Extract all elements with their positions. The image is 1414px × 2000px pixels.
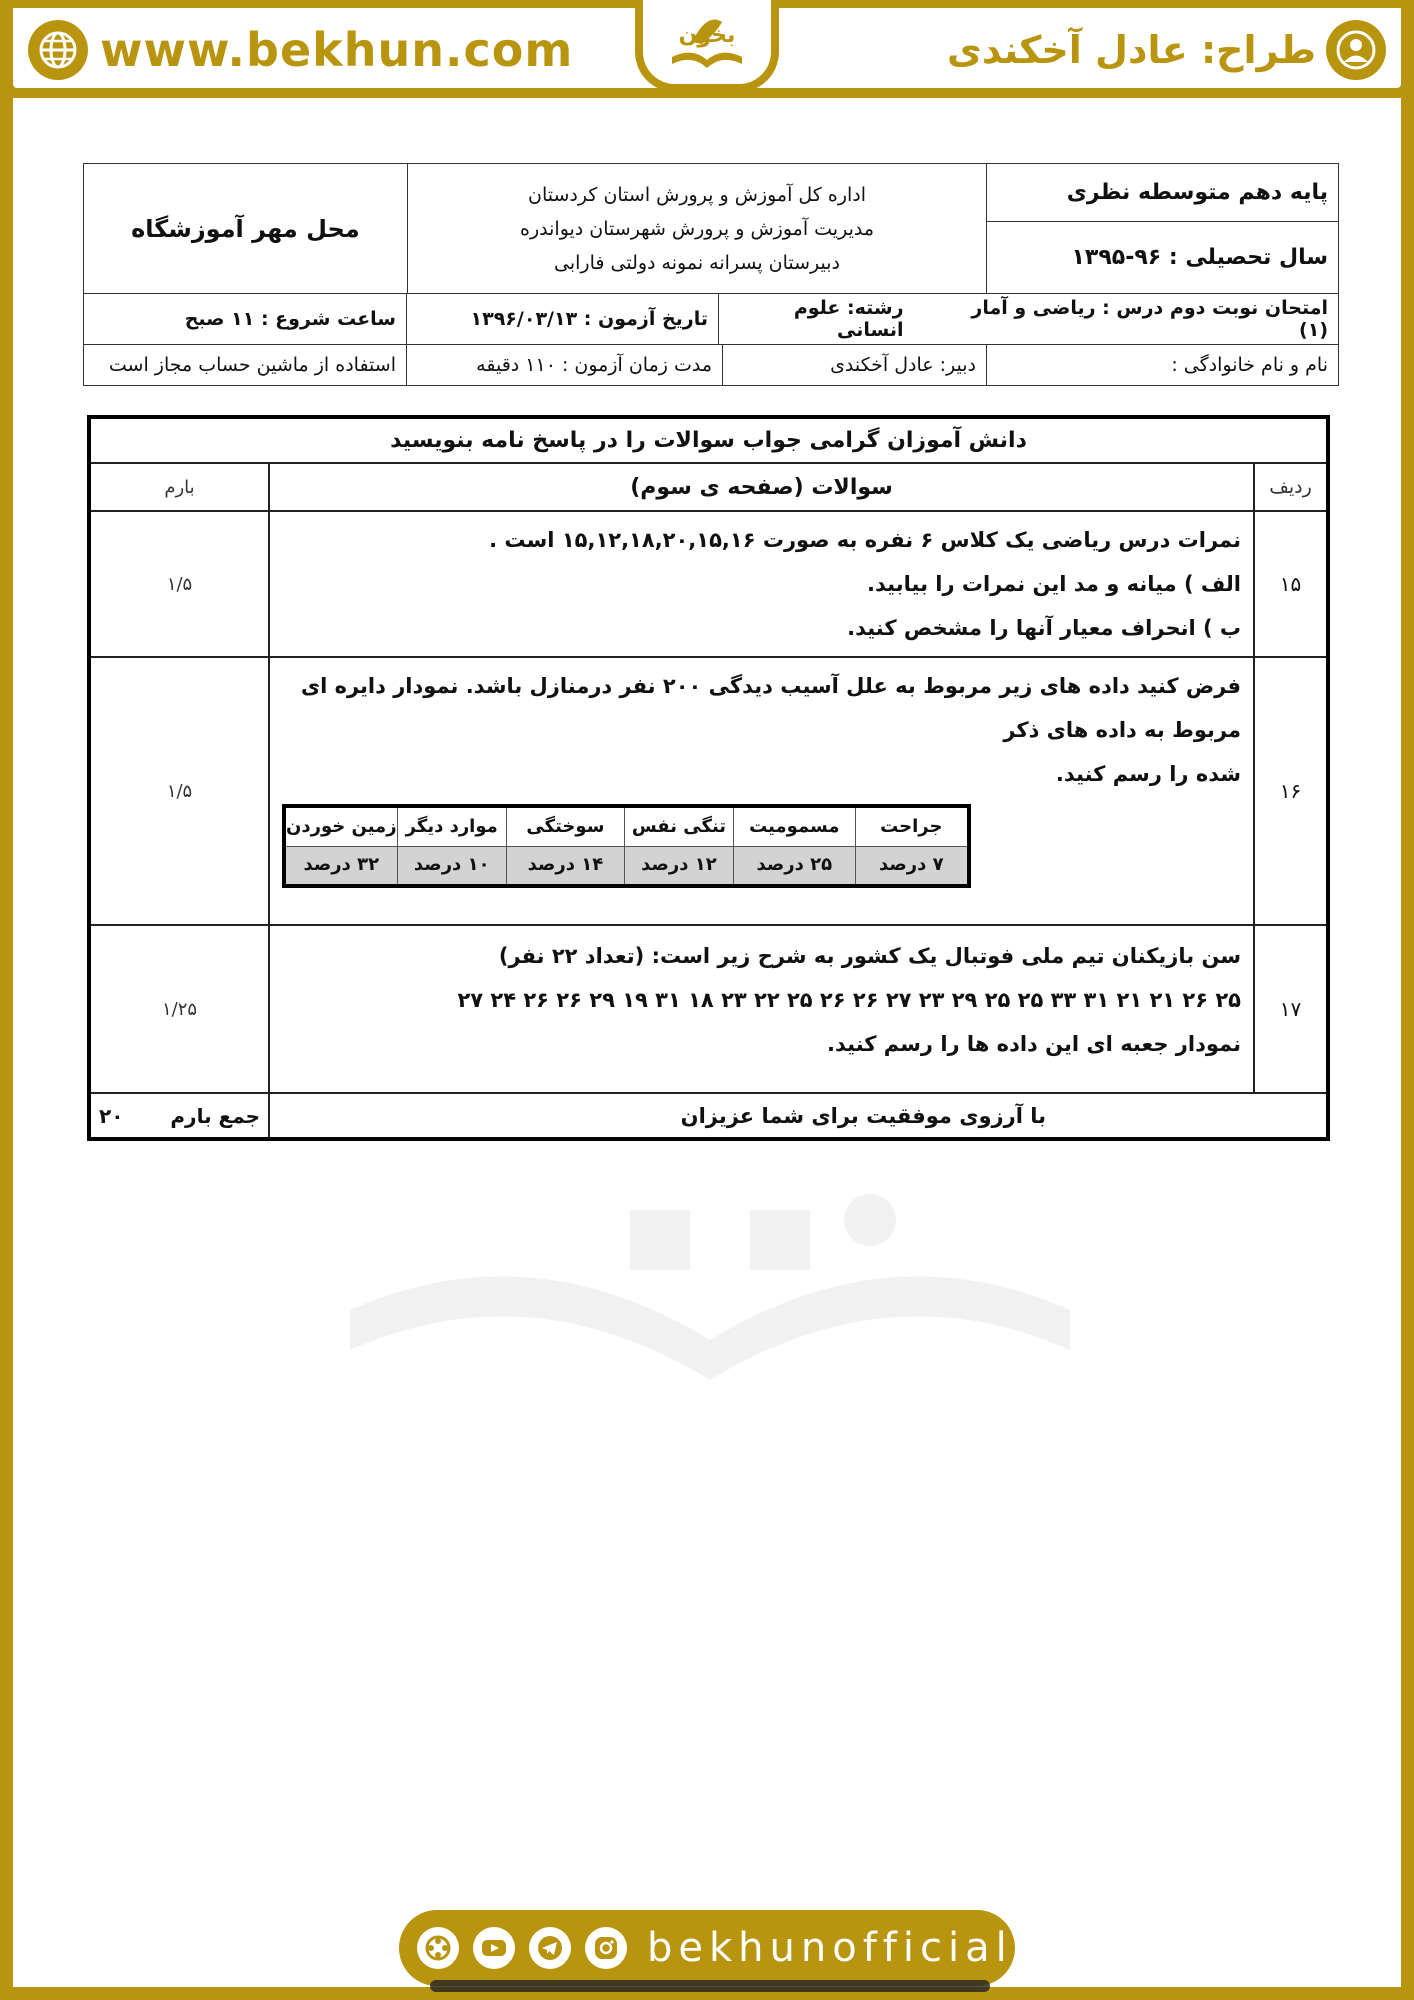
footer-row	[89, 1093, 1328, 1139]
footer-wish-cell	[269, 1093, 1328, 1139]
question-body	[269, 925, 1254, 1093]
question-row	[89, 657, 1328, 925]
question-body	[269, 657, 1254, 925]
exam-header-table	[83, 163, 1339, 386]
exam-info-row	[84, 294, 1339, 345]
organization-cell	[407, 164, 986, 294]
school-stamp-label: محل مهر آموزشگاه	[131, 214, 360, 243]
book-logo-icon	[662, 2, 752, 82]
instagram-icon[interactable]	[585, 1927, 627, 1969]
website-block[interactable]	[28, 18, 573, 82]
injury-header: موارد دیگر	[397, 806, 506, 846]
question-number: ۱۶	[1254, 657, 1328, 925]
question-score: ۱/۵	[89, 657, 269, 925]
total-score-value: ۲۰	[99, 1103, 124, 1128]
injury-header: جراحت	[855, 806, 969, 846]
question-row	[89, 925, 1328, 1093]
social-bar[interactable]	[399, 1910, 1015, 1986]
question-row	[89, 511, 1328, 657]
injury-header: تنگی نفس	[624, 806, 733, 846]
grade-cell	[987, 164, 1339, 222]
start-time: ساعت شروع : ۱۱ صبح	[184, 308, 396, 330]
col-header-score	[89, 463, 269, 511]
website-link[interactable]: www.bekhun.com	[100, 23, 574, 77]
social-bar-shadow	[430, 1980, 990, 1992]
col-questions-label: سوالات (صفحه ی سوم)	[630, 474, 893, 500]
telegram-icon[interactable]	[529, 1927, 571, 1969]
col-header-row	[1254, 463, 1328, 511]
student-info-row	[84, 345, 1339, 386]
footer-wish: با آرزوی موفقیت برای شما عزیزان	[680, 1103, 1046, 1128]
question-line: نمرات درس ریاضی یک کلاس ۶ نفره به صورت ۱۵,۱۲,۱۸,۲۰,۱۵,۱۶ است .	[489, 528, 1241, 552]
designer-block	[947, 18, 1386, 82]
injury-header: مسمومیت	[734, 806, 856, 846]
injury-value: ۲۵ درصد	[734, 846, 856, 886]
injury-header: سوختگی	[506, 806, 624, 846]
exam-duration: مدت زمان آزمون : ۱۱۰ دقیقه	[476, 354, 712, 376]
logo	[635, 0, 779, 92]
injury-data-table	[282, 804, 971, 888]
school-stamp-cell	[84, 164, 408, 294]
questions-table	[87, 415, 1330, 1141]
svg-text:بخون: بخون	[678, 23, 736, 48]
globe-icon	[28, 20, 88, 80]
injury-header: زمین خوردن	[284, 806, 397, 846]
injury-value: ۷ درصد	[855, 846, 969, 886]
question-line: الف ) میانه و مد این نمرات را بیابید.	[867, 572, 1241, 596]
question-body	[269, 511, 1254, 657]
org-line-1: اداره کل آموزش و پرورش استان کردستان	[528, 183, 867, 206]
injury-value: ۱۴ درصد	[506, 846, 624, 886]
instruction-row	[89, 417, 1328, 463]
instruction-text: دانش آموزان گرامی جواب سوالات را در پاسخ نامه بنویسید	[390, 428, 1027, 453]
question-line: شده را رسم کنید.	[1055, 762, 1241, 786]
question-line: فرض کنید داده های زیر مربوط به علل آسیب دیدگی ۲۰۰ نفر درمنازل باشد. نمودار دایره ای مربوط به داده های ذکر	[300, 674, 1241, 742]
total-score-cell	[89, 1093, 269, 1139]
question-line: ب ) انحراف معیار آنها را مشخص کنید.	[847, 616, 1241, 640]
teacher-name: دبیر: عادل آخکندی	[830, 354, 976, 376]
exam-field: رشته: علوم انسانی	[793, 297, 904, 341]
col-score-label: بارم	[164, 476, 195, 498]
designer-name: طراح: عادل آخکندی	[947, 28, 1316, 72]
question-number: ۱۵	[1254, 511, 1328, 657]
total-score-label: جمع بارم	[170, 1103, 261, 1128]
academic-year: سال تحصیلی : ۹۶-۱۳۹۵	[1071, 245, 1328, 270]
injury-value: ۱۰ درصد	[397, 846, 506, 886]
student-name-label: نام و نام خانوادگی :	[1171, 354, 1328, 376]
injury-value: ۱۲ درصد	[624, 846, 733, 886]
question-line: سن بازیکنان تیم ملی فوتبال یک کشور به شرح زیر است: (تعداد ۲۲ نفر)	[498, 944, 1241, 968]
org-line-2: مدیریت آموزش و پرورش شهرستان دیواندره	[520, 217, 875, 240]
book-watermark-icon	[330, 1190, 1090, 1450]
org-line-3: دبیرستان پسرانه نمونه دولتی فارابی	[554, 251, 841, 274]
user-avatar-icon	[1326, 20, 1386, 80]
grade: پایه دهم متوسطه نظری	[1066, 180, 1328, 205]
injury-value: ۳۲ درصد	[284, 846, 397, 886]
question-score: ۱/۲۵	[89, 925, 269, 1093]
calculator-note: استفاده از ماشین حساب مجاز است	[108, 354, 396, 376]
question-line: ۲۵ ۲۶ ۲۱ ۲۱ ۳۱ ۳۳ ۲۵ ۲۵ ۲۹ ۲۳ ۲۷ ۲۶ ۲۶ ۲۵ ۲۲ ۲۳ ۱۸ ۳۱ ۱۹ ۲۹ ۲۶ ۲۶ ۲۴ ۲۷	[457, 988, 1241, 1012]
col-row-label: ردیف	[1269, 476, 1312, 498]
question-number: ۱۷	[1254, 925, 1328, 1093]
aparat-icon[interactable]	[417, 1927, 459, 1969]
question-line: نمودار جعبه ای این داده ها را رسم کنید.	[827, 1032, 1241, 1056]
exam-subject: امتحان نوبت دوم درس : ریاضی و آمار (۱)	[971, 297, 1328, 341]
col-header-questions	[269, 463, 1254, 511]
youtube-icon[interactable]	[473, 1927, 515, 1969]
question-score: ۱/۵	[89, 511, 269, 657]
academic-year-cell	[987, 222, 1339, 294]
exam-date: تاریخ آزمون : ۱۳۹۶/۰۳/۱۳	[470, 308, 708, 330]
social-handle[interactable]: bekhunofficial	[647, 1925, 1013, 1971]
